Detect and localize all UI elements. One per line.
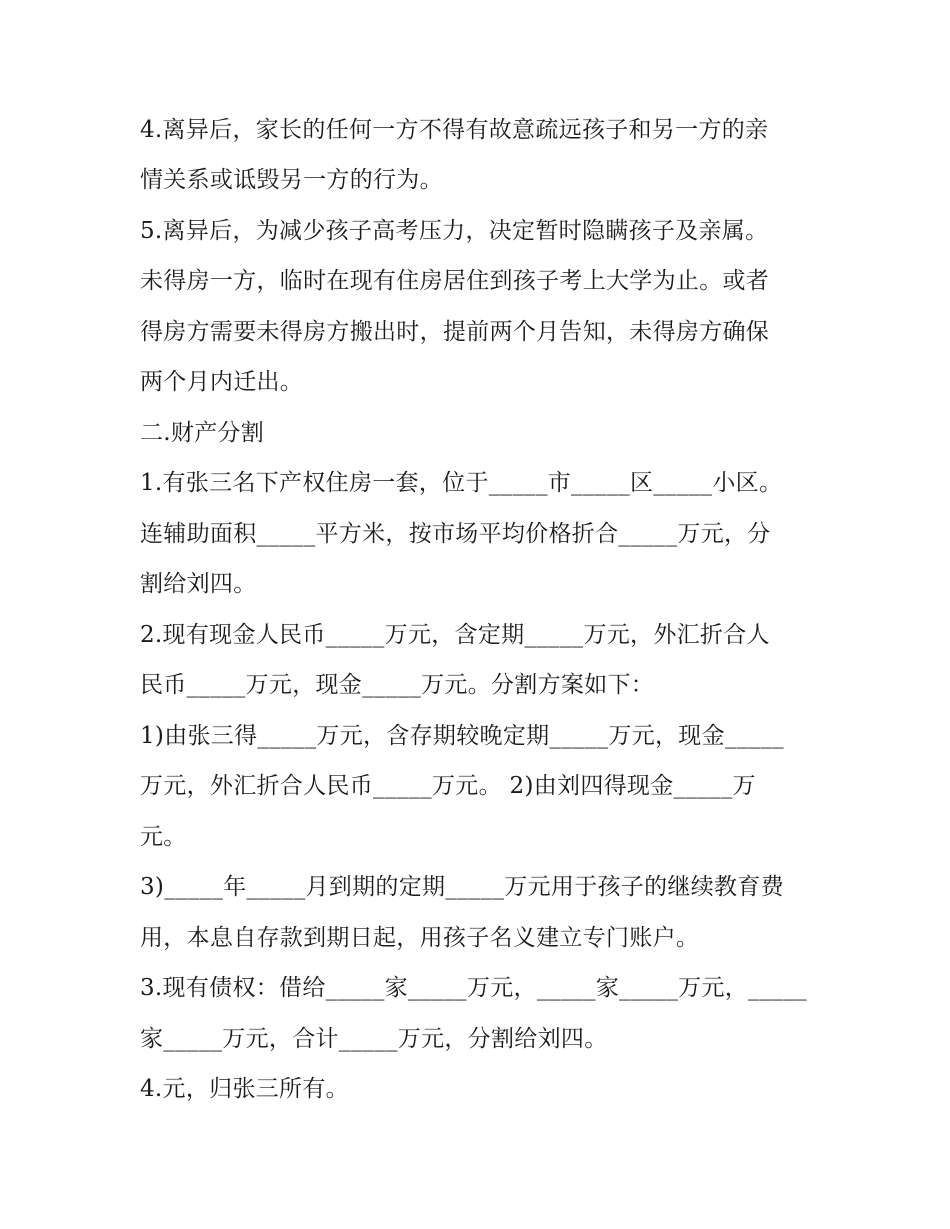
text-line: 3)_____年_____月到期的定期_____万元用于孩子的继续教育费 <box>140 874 784 900</box>
text-line: 得房方需要未得房方搬出时，提前两个月告知，未得房方确保 <box>140 319 770 345</box>
text-line: 连辅助面积_____平方米，按市场平均价格折合_____万元，分 <box>140 521 771 547</box>
text-line: 2.现有现金人民币_____万元，含定期_____万元，外汇折合人 <box>140 622 770 648</box>
text-line: 两个月内迁出。 <box>140 369 304 395</box>
text-line: 5.离异后，为减少孩子高考压力，决定暂时隐瞒孩子及亲属。 <box>140 218 769 244</box>
text-line: 未得房一方，临时在现有住房居住到孩子考上大学为止。或者 <box>140 268 770 294</box>
text-line: 元。 <box>140 824 187 850</box>
text-line: 万元，外汇折合人民币_____万元。 2)由刘四得现金_____万 <box>140 773 756 799</box>
text-line: 1.有张三名下产权住房一套，位于_____市_____区_____小区。 <box>140 470 783 496</box>
text-line: 家_____万元，合计_____万元，分割给刘四。 <box>140 1026 608 1052</box>
text-line: 情关系或诋毁另一方的行为。 <box>140 167 443 193</box>
text-line: 民币_____万元，现金_____万元。分割方案如下： <box>140 672 655 698</box>
text-line: 4.离异后，家长的任何一方不得有故意疏远孩子和另一方的亲 <box>140 117 769 143</box>
text-line: 割给刘四。 <box>140 571 257 597</box>
text-line: 4.元，归张三所有。 <box>140 1076 349 1102</box>
text-line: 3.现有债权：借给_____家_____万元，_____家_____万元，_____ <box>140 975 808 1001</box>
section-heading: 二.财产分割 <box>140 420 265 446</box>
text-line: 用，本息自存款到期日起，用孩子名义建立专门账户。 <box>140 925 700 951</box>
text-line: 1)由张三得_____万元，含存期较晚定期_____万元，现金_____ <box>140 723 784 749</box>
